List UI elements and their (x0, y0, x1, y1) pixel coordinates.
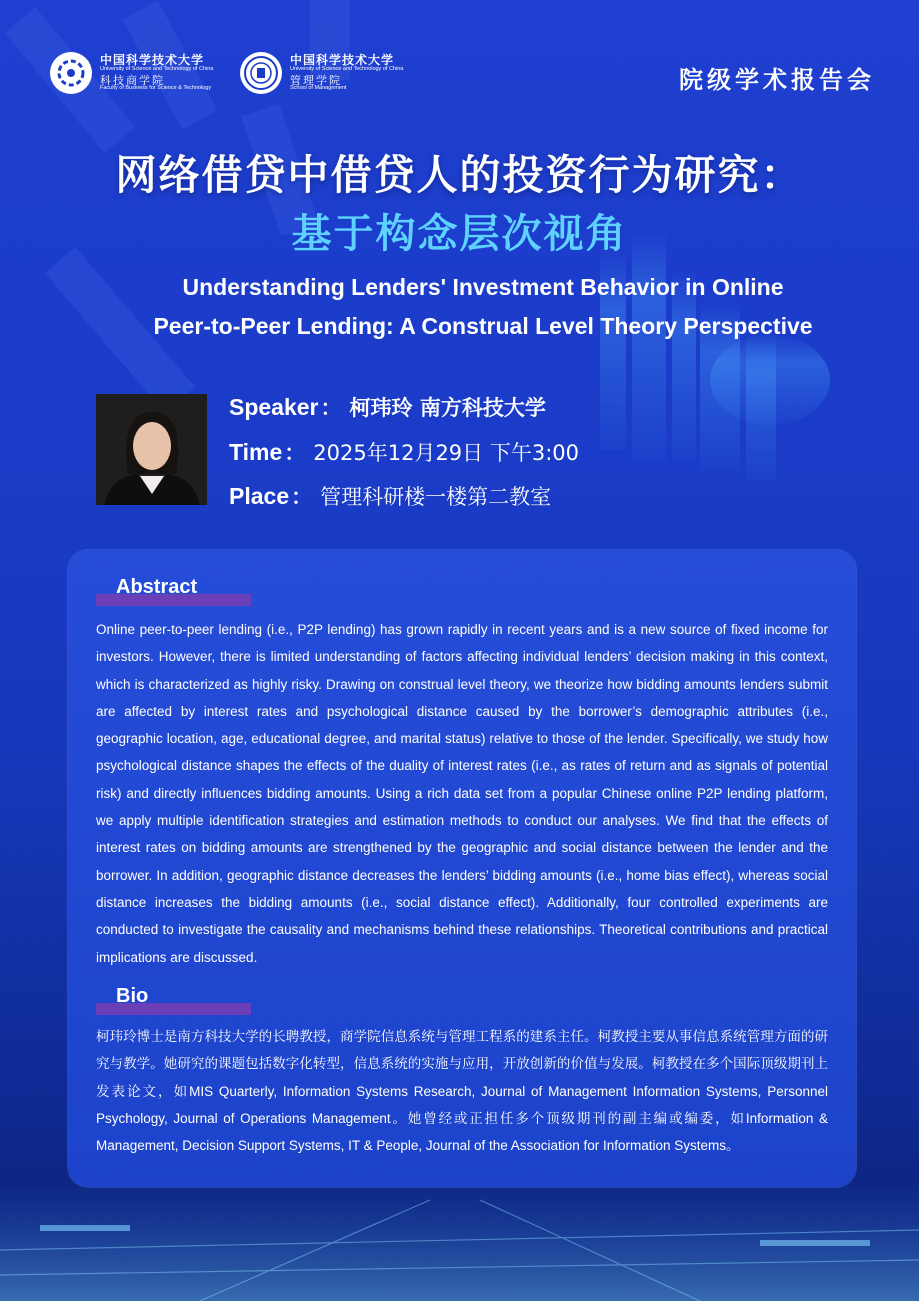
logo-ustc-management (240, 52, 403, 94)
title-cn-line1: 网络借贷中借贷人的投资行为研究： (115, 151, 804, 199)
title-en-line2: Peer-to-Peer Lending: A Construal Level Theory Perspective (153, 313, 813, 339)
logo-dept-cn: 科技商学院 (100, 73, 165, 87)
place-row (229, 481, 551, 511)
bio-heading-text: Bio (116, 985, 149, 1007)
abstract-heading (96, 576, 251, 606)
title-cn-line2: 基于构念层次视角 (291, 211, 628, 257)
bio-heading (96, 985, 251, 1015)
abstract-heading-text: Abstract (116, 576, 198, 598)
speaker-label: Speaker (229, 394, 319, 420)
speaker-photo (96, 394, 207, 505)
logo-dept-cn: 管理学院 (290, 73, 342, 87)
time-label: Time (229, 439, 283, 465)
place-value: 管理科研楼一楼第二教室 (320, 485, 552, 509)
logo-university-en: University of Science and Technology of China (290, 65, 404, 72)
time-row (229, 437, 579, 467)
university-seal-icon (240, 52, 282, 94)
logo-ustc-business (50, 52, 213, 94)
speaker-row (229, 392, 546, 422)
abstract-text: Online peer-to-peer lending (i.e., P2P lending) has grown rapidly in recent years and is a new source of fixed income for investors. However, there is limited understanding of factors affecting individual lenders’ decision making in this context, which is characterized as highly risky. Drawing on construal level theory, we theorize how bidding amounts lenders submit are affected by interest rates and psychological distance caused by the borrower’s demographic attributes (i.e., geographic location, age, educational degree, and marital status) relative to those of the lender. Specifically, we study how psychological distance shapes the effects of the duality of interest rates (i.e., as rates of return and as signals of potential risk) and directly influences bidding amounts. Using a rich data set from a popular Chinese online P2P lending platform, we apply multiple identification strategies and estimation methods to conduct our analyses. We find that the effects of interest rates on bidding amounts are strengthened by the geographic and social distance between the lender and the borrower. In addition, geographic distance decreases the lenders’ bidding amounts (i.e., home bias effect), whereas social distance increases the bidding amounts (i.e., social distance effect). Additionally, four controlled experiments are conducted to investigate the causality and mechanisms behind these relationships. Theoretical contributions and practical implications are discussed. (96, 622, 828, 965)
logo-university-cn: 中国科学技术大学 (290, 53, 395, 68)
logo-university-en: University of Science and Technology of China (100, 65, 214, 72)
bio-text: 柯玮玲博士是南方科技大学的长聘教授，商学院信息系统与管理工程系的建系主任。柯教授主要从事信息系统管理方面的研究与教学。她研究的课题包括数字化转型，信息系统的实施与应用，开放创新的价值与发展。柯教授在多个国际顶级期刊上发表论文，如MIS Quarterly, Information Systems Research, Journal of Management Information Systems, Personnel Psychology, Journal of Operations Management。她曾经或正担任多个顶级期刊的副主编或编委，如Information & Management, Decision Support Systems, IT & People, Journal of the Association for Information Systems。 (96, 1029, 828, 1154)
logo-university-cn: 中国科学技术大学 (100, 53, 205, 68)
logo-dept-en: School of Management (290, 85, 347, 92)
speaker-colon: ： (320, 396, 342, 420)
speaker-value: 柯玮玲 南方科技大学 (349, 396, 546, 420)
series-title: 院级学术报告会 (679, 66, 875, 94)
place-colon: ： (291, 485, 313, 509)
time-value: 2025年12月29日 下午3:00 (313, 441, 580, 465)
logo-dept-en: Faculty of Business for Science & Technology (100, 85, 212, 92)
time-colon: ： (284, 441, 306, 465)
place-label: Place (229, 483, 290, 509)
business-school-emblem-icon (50, 52, 92, 94)
title-en-line1: Understanding Lenders' Investment Behavior in Online (182, 274, 784, 300)
